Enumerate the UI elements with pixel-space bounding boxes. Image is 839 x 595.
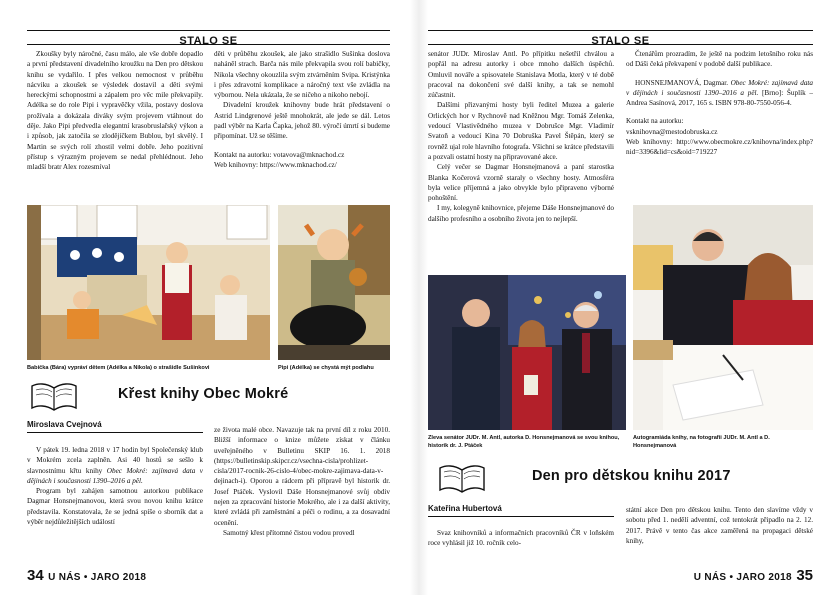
page-footer-right — [694, 567, 813, 585]
author-rule — [27, 432, 203, 433]
ref-publisher: [Brno]: Šuplík – Andrea Sasínová, 2017, 165 s. ISBN 978-80-7550-056-4. — [626, 88, 813, 108]
photo-guests — [428, 275, 626, 430]
author-rule — [428, 516, 614, 517]
paragraph: státní akce Den pro dětskou knihu. Tento den slavíme vždy v sobotu před 1. nedělí adventní, což tentokrát připadlo na 2. 12. 2017. Právě v tento čas akce zaměřená na propagaci dětské knihy, — [626, 506, 813, 545]
paragraph: Divadelní kroužek knihovny bude hrát představení o Astrid Lindgrenové ještě mnohokrát, ale jede se dál. Letos padl výběr na Karla Čapka, jehož 80. výročí úmrtí si budeme připomínat. Už se těšíme. — [214, 101, 390, 141]
article-headline: Den pro dětskou knihu 2017 — [532, 468, 731, 484]
author-email: vsknihovna@mestodobruska.cz — [626, 127, 718, 136]
page-gutter — [410, 0, 428, 595]
paragraph: Čtenářům prozradím, že ještě na podzim letošního roku nás od Dáši čeká překvapení v podobě další publikace. — [626, 50, 813, 69]
paragraph: Samotný křest přítomné čistou vodou provedl — [223, 528, 355, 537]
paragraph: Zkoušky byly náročné, času málo, ale vše dobře dopadlo a první představení divadelního kroužku na Den pro dětskou knihu se vydařilo. I přes velkou nemocnost v průběhu nácviku a zkoušek se výsledek dostavil a děti svými hereckými schopnostmi a zápalem pro věc mile překvapily. Adélka se do role Pipi i vypravěčky vžila, postavy doslova prožívala a dokázala diváky svým projevem vtáhnout do děje. Jako Pipi předvedla elegantní krasobruslařský výkon a i způsob, jak zatočila se zlodějíčkem Bublou, byl skvělý. I Martin se svých rolí zhostil velmi dobře. Jeho pozitivní přístup s výrazným projevem se nedal přehlédnout. Jeho mladší bratr Alex rozesmíval — [27, 50, 203, 172]
page-number: 35 — [796, 567, 813, 584]
article-column-3 — [27, 445, 203, 563]
author-contact: Kontakt na autorku: votavova@mknachod.cz — [214, 150, 345, 159]
page-left — [0, 0, 410, 595]
article-column-4 — [214, 425, 390, 563]
article-column-4 — [626, 505, 813, 563]
library-web: Web knihovny: http://www.obecmokre.cz/knihovna/index.php?nid=3396&lid=cs&oid=719227 — [626, 138, 813, 157]
photo-pipi — [278, 205, 390, 360]
page-right — [428, 0, 839, 595]
paragraph: Celý večer se Dagmar Honsnejmanová a paní starostka Blanka Kočerová vzorně staraly o všechny hosty. Atmosféra byla velice příjemná a jako obvykle bylo připraveno výborné pohoštění. — [428, 163, 614, 203]
photo-autograph — [633, 205, 813, 430]
paragraph — [27, 445, 203, 486]
paragraph: Program byl zahájen samotnou autorkou publikace Dagmar Honsnejmanovou, která svou novou knihu krátce představila. Konstatovala, že se jedná spíše o sborník dat a výběr nejdůležitějších událostí — [27, 487, 203, 527]
paragraph: děti v průběhu zkoušek, ale jako strašidlo Sušinka doslova naháněl strach. Barča nás mile překvapila svou rolí babičky, Nikola všechny okouzlila svým ztvárněním Svipa. Kristýnka i přes zdravotní komplikace a náročný text vše zvládla na výbornou. Nela ukázala, že se ničeho a nikoho nebojí. — [214, 50, 390, 100]
section-bar-right — [428, 30, 813, 45]
paragraph: Svaz knihovníků a informačních pracovníků ČR v loňském roce vyhlásil již 10. ročník celo- — [428, 529, 614, 548]
ref-title: Obec Mokré: zajímavá data v dějinách i současnosti 1390–2016 a pěl. — [626, 78, 813, 97]
open-book-icon — [30, 380, 78, 412]
section-bar-left — [27, 30, 390, 45]
article-column-2 — [626, 49, 813, 199]
article-headline: Křest knihy Obec Mokré — [118, 386, 289, 402]
photo-caption: Babička (Bára) vypráví dětem (Adélka a Nikola) o strašidle Sušinkovi — [27, 365, 210, 371]
paragraph: Dalšími přizvanými hosty byli ředitel Muzea a galerie Orlických hor v Rychnově nad Kněžnou Mgr. Tomáš Zelenka, vedoucí Vlastivědného muzea v Dobrušce Mgr. Vladimír Svatoň a vedoucí Kina 70 Dobruška Pavel Štěpán, který se rovněž ujal role hlavního fotografa. Všichni se krátce představili a pozvali ostatní hosty na připravované akce. — [428, 101, 614, 161]
section-label: STALO SE — [591, 35, 650, 47]
article-column-1 — [428, 49, 614, 271]
article-author: Kateřina Hubertová — [428, 504, 502, 513]
paragraph: ze života malé obce. Navazuje tak na první díl z roku 2010. Bližší informace o knize můžete získat v článku uveřejněného v Bulletinu SKIP 16. 1. 2018 (https://bulletinskip.skipcr.cz/vsechna-cisla/prohlizet-cisla/2017-rocnik-26-cislo-4/obec-mokre-zajimava-data-v-dejinach-i). Oporou a rádcem při přípravě byl historik dr. Josef Ptáček. Vyslovil Dáše Honsnejmanové svůj obdiv nejen za zpracování historie Mokrého, ale i za další aktivity, které zvládá při zaměstnání a péči o rodinu, a za dosavadní ocenění. — [214, 426, 390, 527]
photo-caption: Zleva senátor JUDr. M. Antl, autorka D. Honsnejmanová se svou knihou, historik dr. J. Ptáček — [428, 435, 620, 449]
article-column-2 — [214, 49, 390, 201]
ref-author: HONSNEJMANOVÁ, Dagmar. — [635, 78, 729, 87]
paragraph-text: V pátek 19. ledna 2018 v 17 hodin byl Společenský klub v Mokrém zcela zaplněn. Asi 40 hostů se sešlo k slavnostnímu křtu knihy — [27, 446, 203, 475]
photo-caption: Pipi (Adélka) se chystá mýt podlahu — [278, 365, 374, 371]
photo-theatre-scene — [27, 205, 270, 360]
book-title: Obec Mokré: zajímavá data v dějinách i současnosti 1390–2016 a pěl. — [27, 466, 203, 485]
paragraph: senátor JUDr. Miroslav Antl. Po přípitku nešetřil chválou a popřál na adresu autorky i obce mnoho dalších úspěchů. Omluvil nováře a spisovatele Stanislava Motla, který v té době pracoval na dokončení své další knihy, a tak se nemohl zúčastnit. — [428, 50, 614, 100]
author-contact: Kontakt na autorku: — [626, 117, 684, 126]
section-label: STALO SE — [179, 35, 238, 47]
article-column-1 — [27, 49, 203, 201]
open-book-icon — [438, 462, 486, 494]
page-footer-left — [27, 567, 146, 585]
magazine-name: U NÁS • JARO 2018 — [48, 572, 147, 583]
article-author: Miroslava Cvejnová — [27, 420, 102, 429]
article-column-3 — [428, 528, 614, 564]
page-number: 34 — [27, 567, 44, 584]
photo-caption: Autogramiáda knihy, na fotografii JUDr. M. Antl a D. Honsnejmanová — [633, 435, 770, 449]
magazine-name: U NÁS • JARO 2018 — [693, 572, 792, 583]
library-web: Web knihovny: https://www.mknachod.cz/ — [214, 160, 337, 169]
bibliographic-reference — [626, 78, 813, 109]
paragraph: I my, kolegyně knihovnice, přejeme Dáše Honsnejmanové do dalšího profesního a osobního života jen to nejlepší. — [428, 204, 614, 223]
